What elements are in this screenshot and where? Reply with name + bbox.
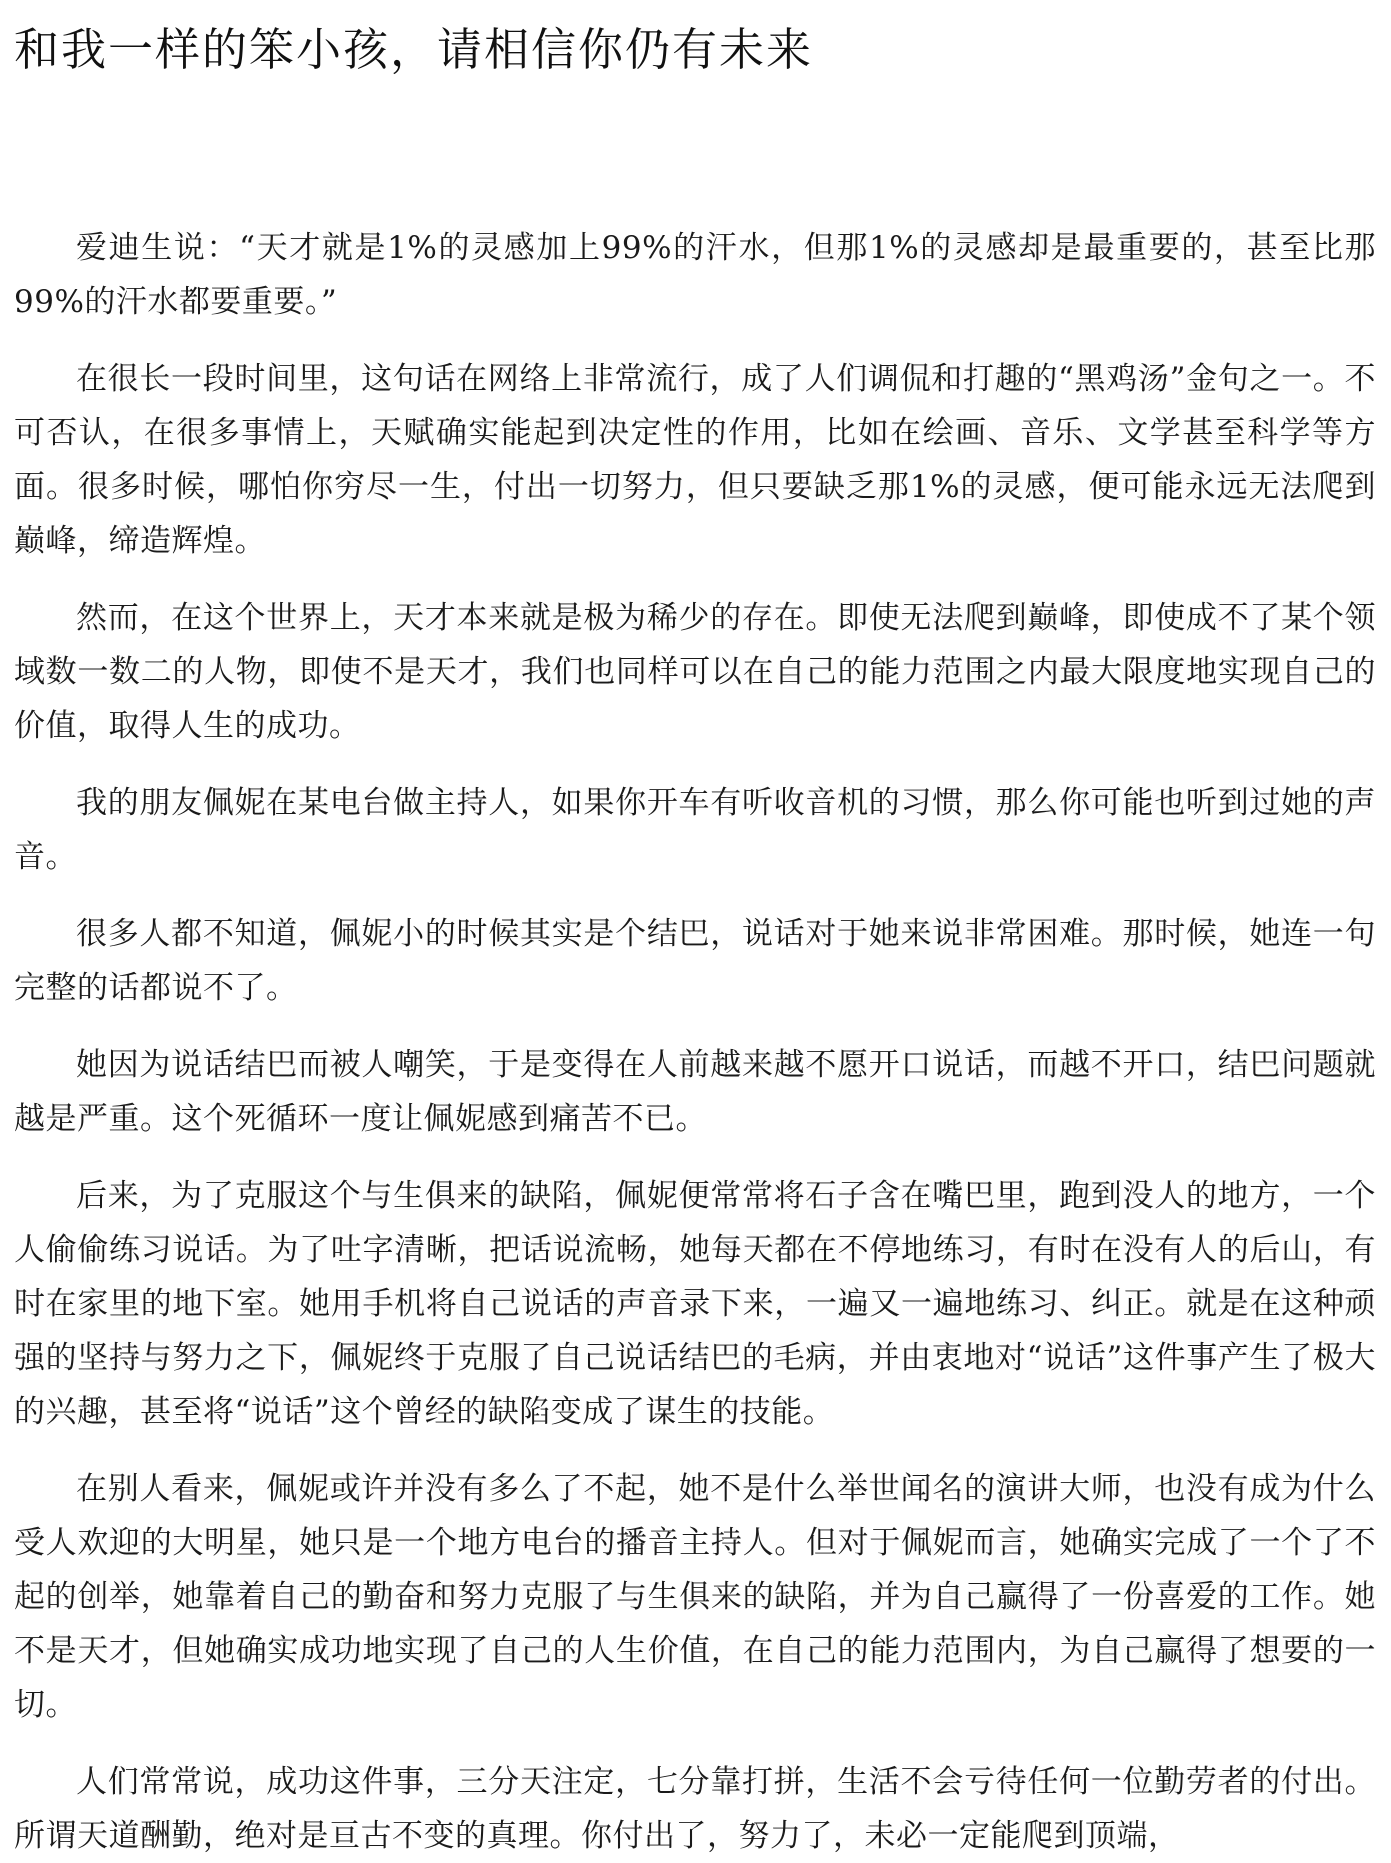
document-body bbox=[14, 221, 1376, 1863]
document-page bbox=[14, 0, 1376, 1854]
paragraph: 后来，为了克服这个与生俱来的缺陷，佩妮便常常将石子含在嘴巴里，跑到没人的地方，一个人偷偷练习说话。为了吐字清晰，把话说流畅，她每天都在不停地练习，有时在没有人的后山，有时在家里的地下室。她用手机将自己说话的声音录下来，一遍又一遍地练习、纠正。就是在这种顽强的坚持与努力之下，佩妮终于克服了自己说话结巴的毛病，并由衷地对“说话”这件事产生了极大的兴趣，甚至将“说话”这个曾经的缺陷变成了谋生的技能。 bbox=[14, 1178, 1376, 1430]
paragraph: 她因为说话结巴而被人嘲笑，于是变得在人前越来越不愿开口说话，而越不开口，结巴问题就越是严重。这个死循环一度让佩妮感到痛苦不已。 bbox=[14, 1047, 1376, 1137]
paragraph: 人们常常说，成功这件事，三分天注定，七分靠打拼，生活不会亏待任何一位勤劳者的付出。所谓天道酬勤，绝对是亘古不变的真理。你付出了，努力了，未必一定能爬到顶端， bbox=[14, 1764, 1376, 1854]
paragraph: 在别人看来，佩妮或许并没有多么了不起，她不是什么举世闻名的演讲大师，也没有成为什么受人欢迎的大明星，她只是一个地方电台的播音主持人。但对于佩妮而言，她确实完成了一个了不起的创举，她靠着自己的勤奋和努力克服了与生俱来的缺陷，并为自己赢得了一份喜爱的工作。她不是天才，但她确实成功地实现了自己的人生价值，在自己的能力范围内，为自己赢得了想要的一切。 bbox=[14, 1471, 1376, 1723]
document-title: 和我一样的笨小孩，请相信你仍有未来 bbox=[14, 23, 814, 76]
paragraph: 爱迪生说：“天才就是1%的灵感加上99%的汗水，但那1%的灵感却是最重要的，甚至比那99%的汗水都要重要。” bbox=[14, 230, 1376, 320]
paragraph: 然而，在这个世界上，天才本来就是极为稀少的存在。即使无法爬到巅峰，即使成不了某个领域数一数二的人物，即使不是天才，我们也同样可以在自己的能力范围之内最大限度地实现自己的价值，取得人生的成功。 bbox=[14, 600, 1376, 744]
paragraph: 我的朋友佩妮在某电台做主持人，如果你开车有听收音机的习惯，那么你可能也听到过她的声音。 bbox=[14, 785, 1376, 875]
paragraph: 很多人都不知道，佩妮小的时候其实是个结巴，说话对于她来说非常困难。那时候，她连一句完整的话都说不了。 bbox=[14, 916, 1376, 1006]
paragraph: 在很长一段时间里，这句话在网络上非常流行，成了人们调侃和打趣的“黑鸡汤”金句之一。不可否认，在很多事情上，天赋确实能起到决定性的作用，比如在绘画、音乐、文学甚至科学等方面。很多时候，哪怕你穷尽一生，付出一切努力，但只要缺乏那1%的灵感，便可能永远无法爬到巅峰，缔造辉煌。 bbox=[14, 361, 1376, 559]
